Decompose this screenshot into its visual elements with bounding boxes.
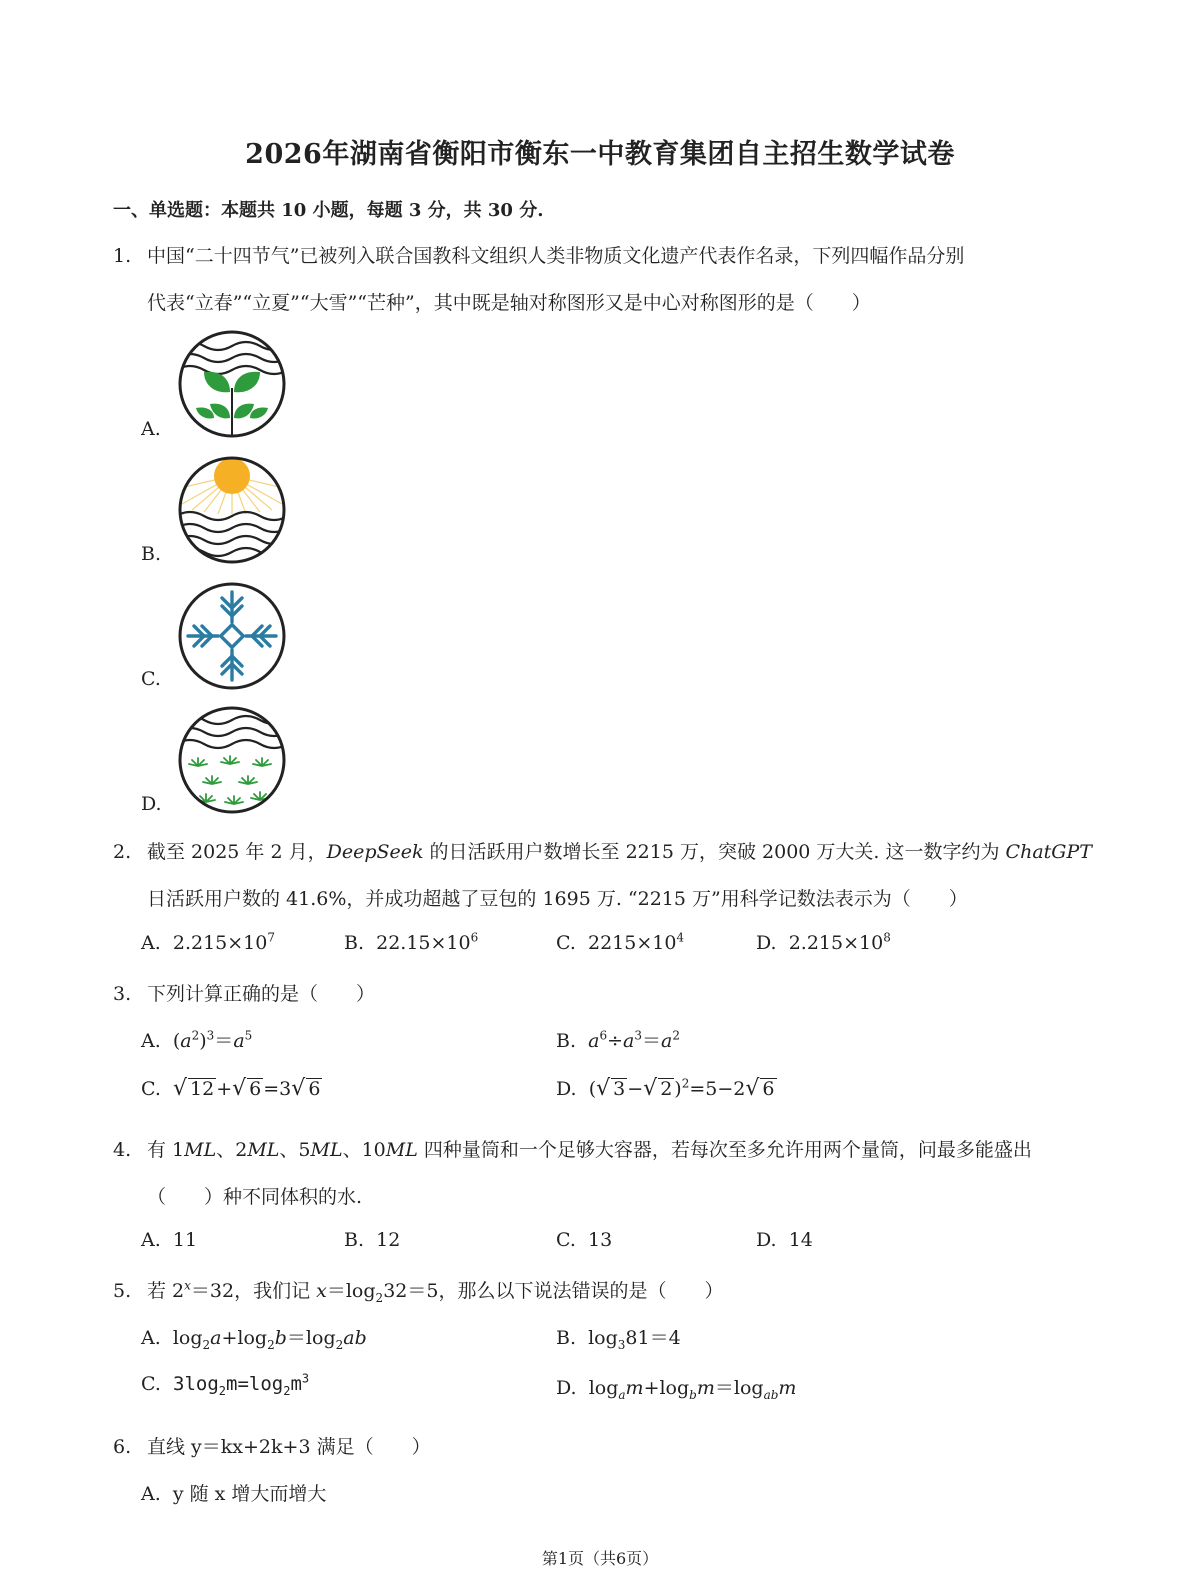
q6-option-a: A. y 随 x 增大而增大 <box>141 1483 327 1505</box>
sun-over-waves-icon <box>176 454 288 566</box>
section-heading: 一、单选题：本题共 10 小题，每题 3 分，共 30 分. <box>113 200 544 221</box>
q3-option-b: B. $a^6\div a^3=a^2$ <box>556 1028 680 1052</box>
q3-option-d: D. (√ 3 −√ 2 )$^2$=5−2√ 6 <box>556 1076 775 1101</box>
q4-option-c: C. 13 <box>556 1229 613 1251</box>
q2-option-b: B. $22.15\times 10^6$ <box>344 930 479 954</box>
question-2-line2: 日活跃用户数的 41.6%，并成功超越了豆包的 1695 万. “2215 万”用科学记数法表示为（ ） <box>147 888 968 910</box>
q4-option-d: D. 14 <box>756 1229 813 1251</box>
q5-option-d: D. $\log_am+\log_bm=\log_{ab}m$ <box>556 1377 797 1402</box>
grass-waves-icon <box>176 704 288 816</box>
question-1-line1: 1. 中国“二十四节气”已被列入联合国教科文组织人类非物质文化遗产代表作名录，下列四幅作品分别 <box>113 245 965 267</box>
q1-option-d-label: D. <box>141 793 162 815</box>
q5-option-c: C. $3\log_2m=\log_2m^3$ <box>141 1371 310 1398</box>
question-4-line2: （ ）种不同体积的水. <box>147 1186 363 1208</box>
question-1-line2: 代表“立春”“立夏”“大雪”“芒种”，其中既是轴对称图形又是中心对称图形的是（ ） <box>147 292 871 314</box>
exam-title: 2026年湖南省衡阳市衡东一中教育集团自主招生数学试卷 <box>245 139 955 170</box>
question-number: 1. <box>113 245 132 267</box>
q1-option-b-label: B. <box>141 543 162 565</box>
q3-option-c: C. √ 12 +√ 6 =3√ 6 <box>141 1076 321 1101</box>
q1-option-a-label: A. <box>141 418 161 440</box>
sprout-icon <box>176 328 288 440</box>
question-6-stem: 6. 直线 y＝kx+2k+3 满足（ ） <box>113 1436 431 1458</box>
question-2-line1: 2. 截至 2025 年 2 月，DeepSeek 的日活跃用户数增长至 2215 万，突破 2000 万大关. 这一数字约为 ChatGPT <box>113 841 1092 863</box>
q2-option-c: C. $2215\times 10^4$ <box>556 930 685 954</box>
question-3-stem: 3. 下列计算正确的是（ ） <box>113 983 376 1005</box>
question-5-stem: 5. 若 $2^x=32$，我们记 $x=\log_232=5$，那么以下说法错误的是（ ） <box>113 1278 724 1305</box>
snowflake-icon <box>176 580 288 692</box>
q2-option-d: D. $2.215\times 10^8$ <box>756 930 891 954</box>
page-footer: 第1页（共6页） <box>541 1549 659 1568</box>
q1-option-c-label: C. <box>141 668 161 690</box>
q5-option-b: B. $\log_381=4$ <box>556 1327 681 1352</box>
q4-option-a: A. 11 <box>141 1229 198 1251</box>
question-4-line1: 4. 有 1ML、2ML、5ML、10ML 四种量筒和一个足够大容器，若每次至多允许用两个量筒，问最多能盛出 <box>113 1139 1032 1161</box>
q2-option-a: A. $2.215\times 10^7$ <box>141 930 275 954</box>
q5-option-a: A. $\log_2a+\log_2b=\log_2ab$ <box>141 1327 367 1352</box>
q4-option-b: B. 12 <box>344 1229 401 1251</box>
q3-option-a: A. $(a^2)^3=a^5$ <box>141 1028 253 1052</box>
